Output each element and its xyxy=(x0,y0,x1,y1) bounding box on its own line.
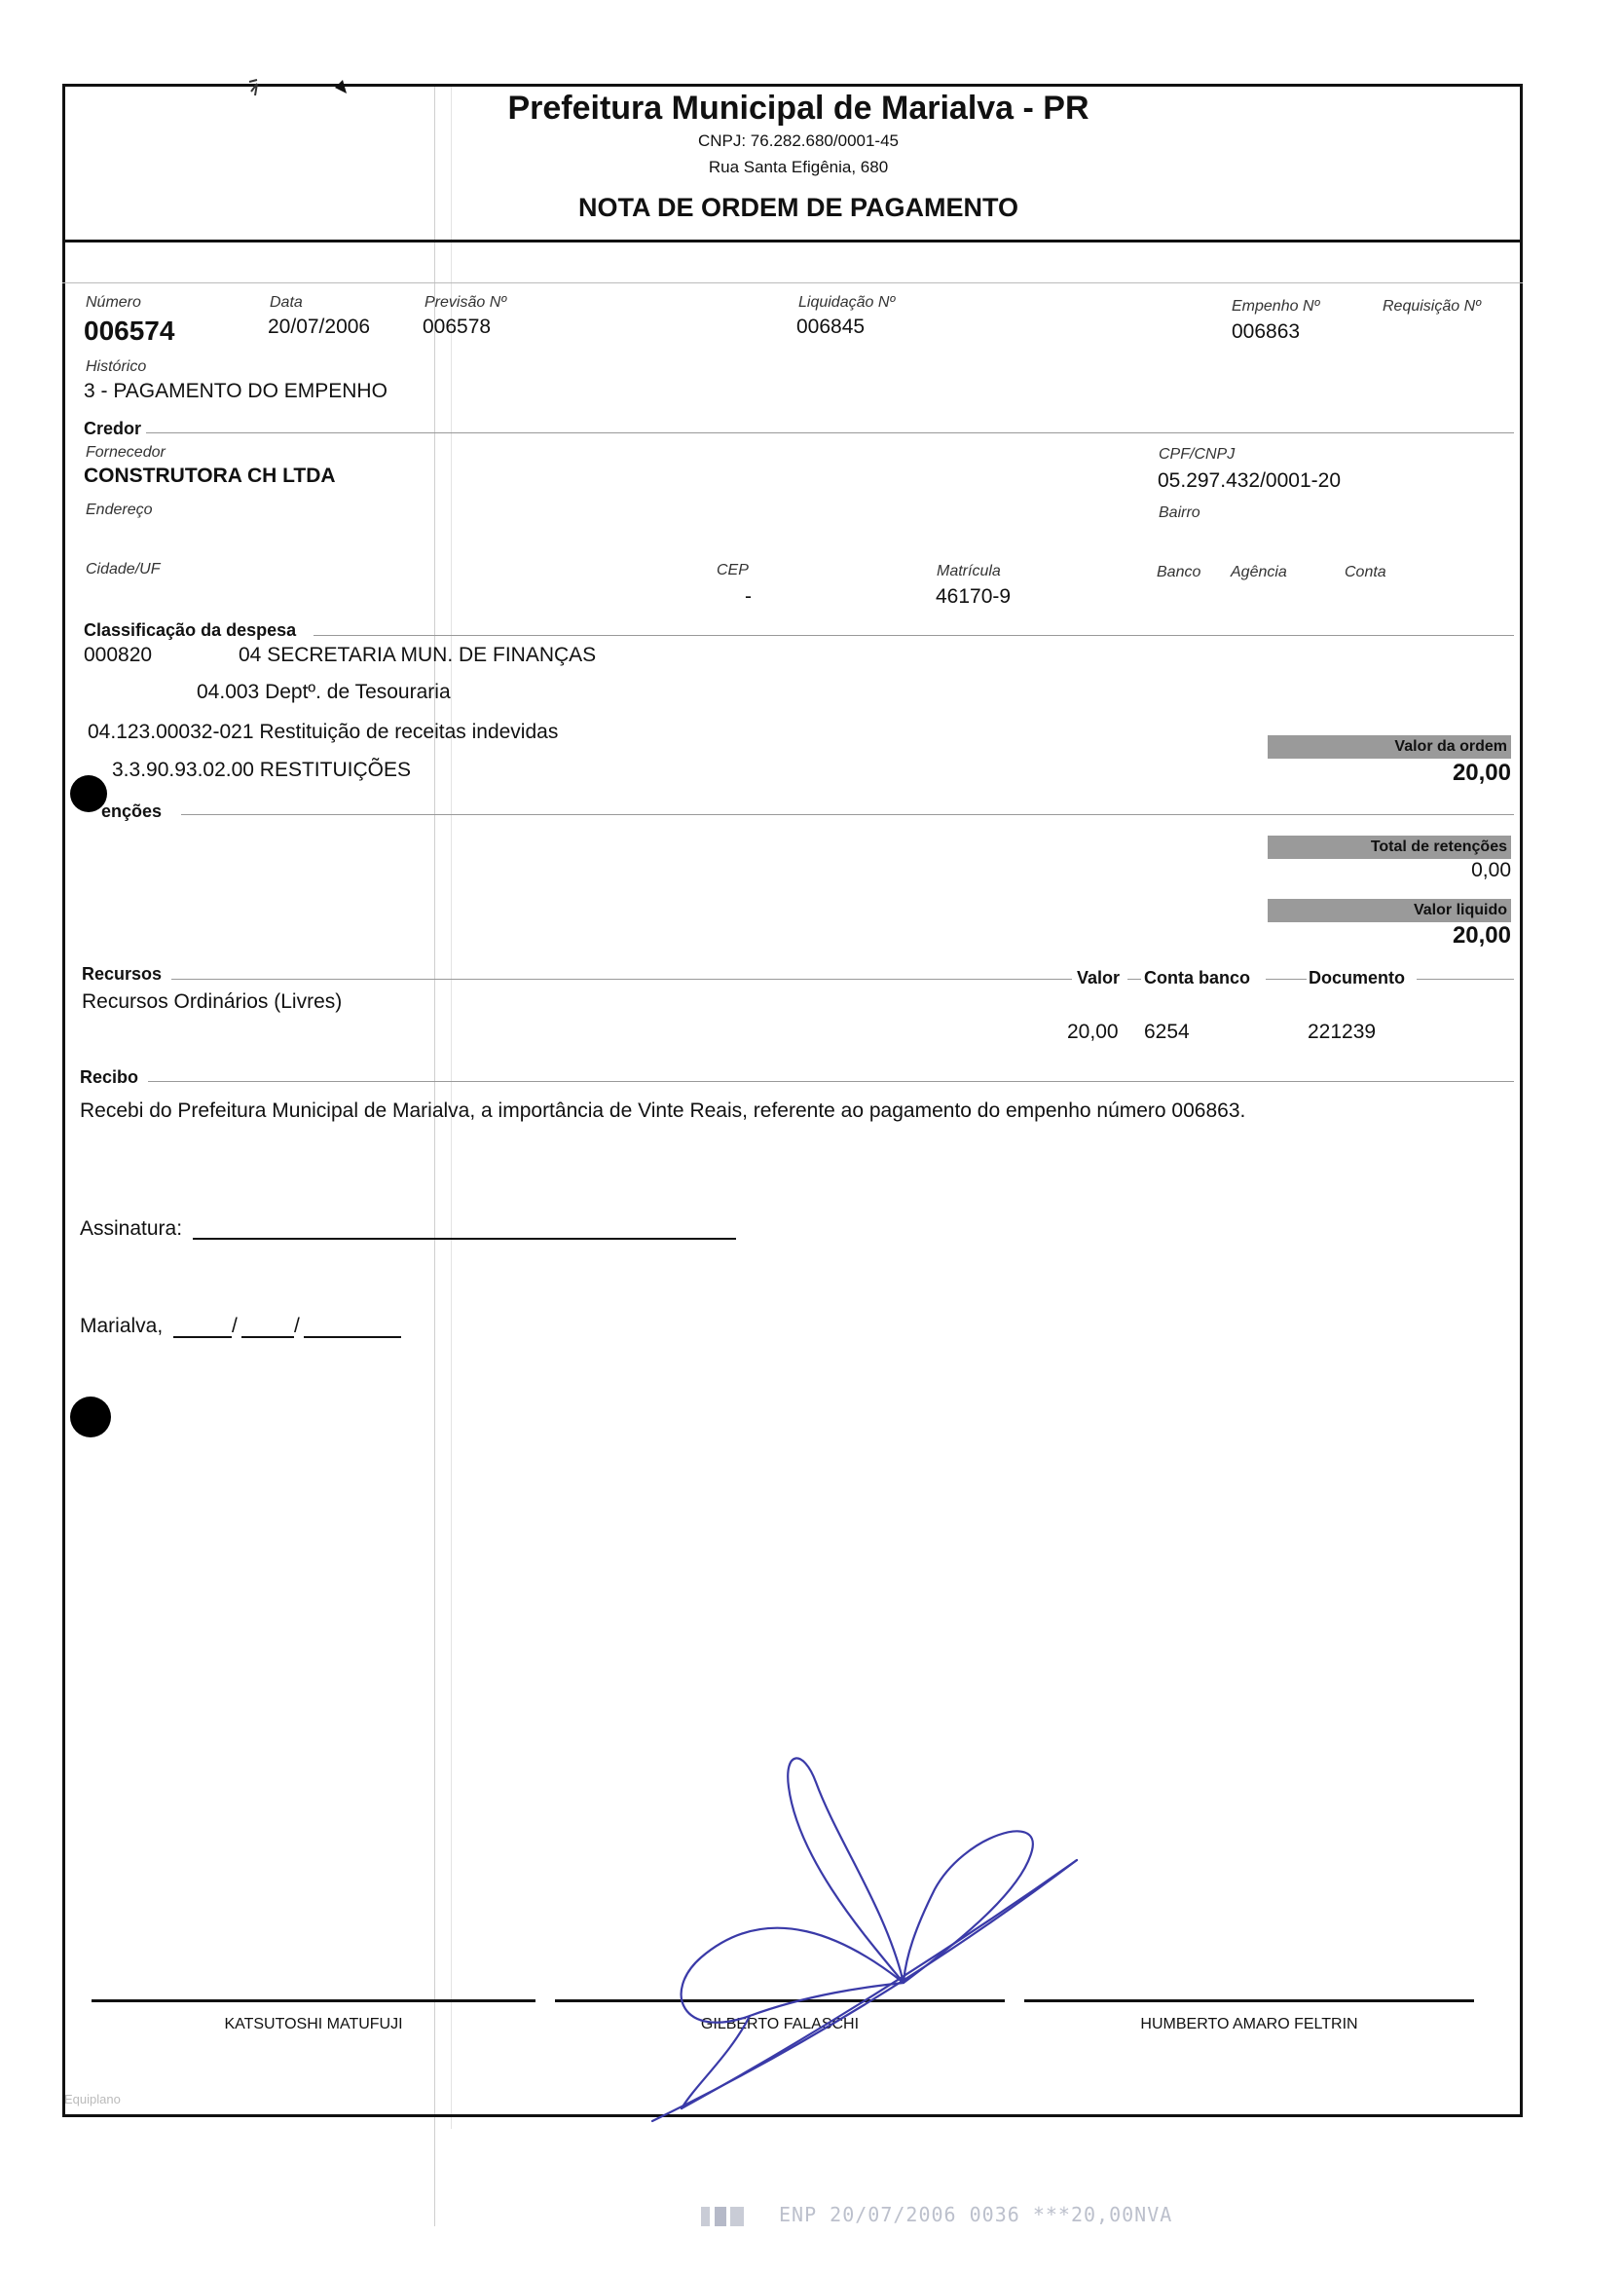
bairro-label: Bairro xyxy=(1159,504,1200,521)
date-sep-2: / xyxy=(294,1315,300,1337)
recursos-conta-header: Conta banco xyxy=(1144,968,1251,987)
equiplano-mark: Equiplano xyxy=(64,2092,121,2106)
recursos-rule xyxy=(171,979,1072,980)
classificacao-code: 000820 xyxy=(84,644,153,666)
historico-label: Histórico xyxy=(86,358,147,375)
recursos-valor-header: Valor xyxy=(1077,968,1121,987)
classificacao-section-title: Classificação da despesa xyxy=(84,620,297,640)
numero-value: 006574 xyxy=(84,316,175,346)
local-label: Marialva, xyxy=(80,1315,164,1337)
address-text: Rua Santa Efigênia, 680 xyxy=(708,158,889,176)
liquidacao-label: Liquidação Nº xyxy=(798,294,896,311)
cidade-label: Cidade/UF xyxy=(86,561,161,578)
valor-ordem-label: Valor da ordem xyxy=(1268,735,1511,759)
conta-label: Conta xyxy=(1345,564,1386,580)
credor-section-title: Credor xyxy=(84,419,142,438)
recursos-rule-3 xyxy=(1266,979,1307,980)
date-line-month xyxy=(241,1336,294,1338)
departamento-text: 04.003 Deptº. de Tesouraria xyxy=(197,681,451,703)
credor-rule xyxy=(146,432,1514,433)
valor-liquido-label: Valor liquido xyxy=(1268,899,1511,922)
liquidacao-value: 006845 xyxy=(796,316,866,338)
empenho-value: 006863 xyxy=(1232,320,1301,343)
footer-stamp-block-2 xyxy=(715,2207,726,2226)
classificacao-rule xyxy=(314,635,1514,636)
date-line-year xyxy=(304,1336,401,1338)
secretaria-text: 04 SECRETARIA MUN. DE FINANÇAS xyxy=(239,644,597,666)
recursos-section-title: Recursos xyxy=(82,964,163,984)
recursos-conta: 6254 xyxy=(1144,1021,1190,1043)
fornecedor-value: CONSTRUTORA CH LTDA xyxy=(84,465,336,487)
footer-stamp-block-1 xyxy=(701,2207,710,2226)
cpf-value: 05.297.432/0001-20 xyxy=(1158,469,1342,492)
agencia-label: Agência xyxy=(1231,564,1287,580)
punch-hole-2 xyxy=(70,1397,111,1437)
previsao-label: Previsão Nº xyxy=(424,294,507,311)
recursos-rule-2 xyxy=(1127,979,1141,980)
cnpj-text: CNPJ: 76.282.680/0001-45 xyxy=(697,131,900,150)
retencoes-rule xyxy=(181,814,1514,815)
retencoes-section-title: enções xyxy=(101,801,163,821)
cpf-label: CPF/CNPJ xyxy=(1159,446,1236,463)
total-retencoes-label: Total de retenções xyxy=(1268,836,1511,859)
cep-label: CEP xyxy=(717,562,749,578)
header-scan-marks xyxy=(241,70,358,109)
data-label: Data xyxy=(270,294,303,311)
page-title: Prefeitura Municipal de Marialva - PR xyxy=(507,90,1089,127)
valor-ordem-value: 20,00 xyxy=(1452,760,1511,786)
recursos-documento-header: Documento xyxy=(1309,968,1405,987)
fields-top-rule xyxy=(62,282,1523,283)
data-value: 20/07/2006 xyxy=(268,316,371,338)
date-line-day xyxy=(173,1336,232,1338)
matricula-value: 46170-9 xyxy=(936,585,1012,608)
assinatura-line xyxy=(193,1238,736,1240)
banco-label: Banco xyxy=(1157,564,1201,580)
previsao-value: 006578 xyxy=(423,316,492,338)
elemento-text: 3.3.90.93.02.00 RESTITUIÇÕES xyxy=(112,759,411,781)
total-retencoes-value: 0,00 xyxy=(1471,859,1511,881)
matricula-label: Matrícula xyxy=(937,563,1001,579)
valor-liquido-value: 20,00 xyxy=(1452,922,1511,949)
recursos-documento: 221239 xyxy=(1308,1021,1377,1043)
signatory-3: HUMBERTO AMARO FELTRIN xyxy=(1140,2016,1358,2032)
endereco-label: Endereço xyxy=(86,502,153,518)
header-divider xyxy=(62,240,1523,242)
numero-label: Número xyxy=(86,294,141,311)
signature-line-1 xyxy=(92,1999,535,2002)
recibo-section-title: Recibo xyxy=(80,1067,139,1087)
recursos-descricao: Recursos Ordinários (Livres) xyxy=(82,990,343,1013)
fornecedor-label: Fornecedor xyxy=(86,444,166,461)
empenho-label: Empenho Nº xyxy=(1232,298,1320,315)
recibo-text: Recebi do Prefeitura Municipal de Marialva, a importância de Vinte Reais, referente ao pagamento do empenho número 006863. xyxy=(80,1099,1246,1122)
punch-hole-1 xyxy=(70,775,107,812)
recursos-rule-4 xyxy=(1417,979,1514,980)
footer-stamp: ENP 20/07/2006 0036 ***20,00NVA xyxy=(779,2203,1173,2226)
signature-line-3 xyxy=(1024,1999,1474,2002)
cep-value: - xyxy=(745,585,752,608)
historico-value: 3 - PAGAMENTO DO EMPENHO xyxy=(84,380,388,402)
document-title: NOTA DE ORDEM DE PAGAMENTO xyxy=(577,193,1018,222)
requisicao-label: Requisição Nº xyxy=(1383,298,1481,315)
recursos-valor: 20,00 xyxy=(1067,1021,1119,1043)
recibo-rule xyxy=(148,1081,1514,1082)
signatory-2: GILBERTO FALASCHI xyxy=(700,2016,860,2032)
funcional-text: 04.123.00032-021 Restituição de receitas indevidas xyxy=(88,721,559,743)
signatory-1: KATSUTOSHI MATUFUJI xyxy=(224,2016,403,2032)
assinatura-label: Assinatura: xyxy=(80,1217,183,1240)
footer-stamp-block-3 xyxy=(730,2207,744,2226)
date-sep-1: / xyxy=(232,1315,238,1337)
handwritten-signature xyxy=(643,1743,1090,2133)
